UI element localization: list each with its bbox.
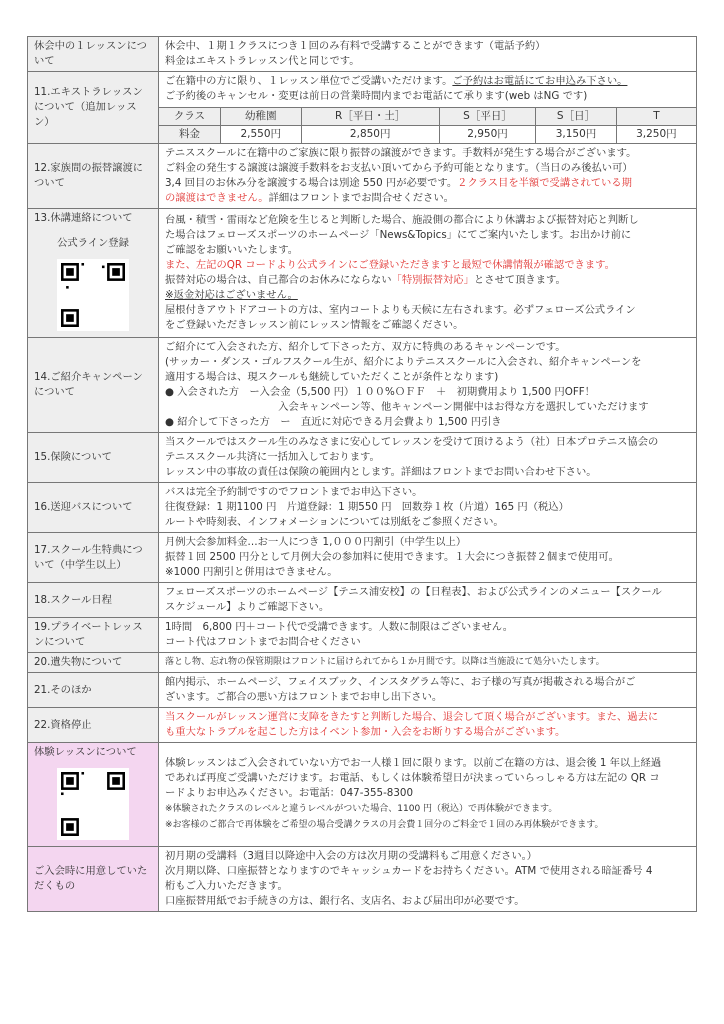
info-table xyxy=(27,36,697,912)
table-row xyxy=(28,533,697,583)
text: ※返金対応はございません。 xyxy=(165,289,298,301)
table-row xyxy=(28,583,697,618)
content-line xyxy=(165,400,690,415)
table-row xyxy=(28,673,697,708)
row-label-text: 22.資格停止 xyxy=(34,718,92,731)
qr-code-icon xyxy=(57,259,129,331)
text: 適用する場合は、現スクールも継続していただくことが条件となります) xyxy=(165,371,499,383)
pricing-cell: 幼稚園 xyxy=(220,108,301,126)
content-line xyxy=(165,89,690,104)
row-label xyxy=(28,483,159,533)
row-label xyxy=(28,653,159,673)
text: であれば再度ご受講いただけます。お電話、もしくは体験希望日が決まっていらっしゃる方は左記の QR コ xyxy=(165,772,660,784)
content-line xyxy=(165,565,690,580)
content-line xyxy=(165,849,690,864)
pricing-table xyxy=(159,107,696,143)
text: 体験レッスンはご入会されていない方でお一人様１回に限ります。以前ご在籍の方は、退会後 1 年以上経過 xyxy=(165,757,662,769)
notice-text: も重大なトラブルを起こした方はイベント参加・入会をお断りする場合がございます。 xyxy=(165,726,566,738)
table-row xyxy=(28,144,697,209)
text: 屋根付きアウトドアコートの方は、室内コートよりも天候に左右されます。必ずフェローズ公式ライン xyxy=(165,304,636,316)
text: ※1000 円割引と併用はできません。 xyxy=(165,566,338,578)
content-line xyxy=(165,500,690,515)
content-line xyxy=(165,864,690,879)
content-line xyxy=(165,879,690,894)
notice-text: ２クラス目を半額で受講されている期 xyxy=(457,177,632,189)
notice-text: の譲渡はできません。 xyxy=(165,192,269,204)
text: 3,4 回目のお休み分を譲渡する場合は別途 550 円が必要です。 xyxy=(165,177,458,189)
content-line xyxy=(165,710,690,725)
text: 桁もご入力いただきます。 xyxy=(165,880,288,892)
row-label xyxy=(28,743,159,847)
content-line xyxy=(165,74,690,89)
pricing-cell: 3,250円 xyxy=(616,126,696,144)
pricing-header-row xyxy=(159,108,696,126)
row-label-text: 休会中の１レッスンについて xyxy=(34,40,147,67)
row-content xyxy=(159,653,697,673)
row-label-text: 19.プライベートレッスンについて xyxy=(34,621,143,648)
content-line xyxy=(165,303,690,318)
row-label xyxy=(28,338,159,433)
content-line xyxy=(165,288,690,303)
table-row xyxy=(28,338,697,433)
content-line xyxy=(165,385,690,400)
content-line xyxy=(165,894,690,909)
row-label-text: 21.そのほか xyxy=(34,683,92,696)
text: 次月期以降、口座振替となりますのでキャッシュカードをお持ちください。ATM で使用される暗証番号 4 xyxy=(165,865,653,877)
row-content xyxy=(159,708,697,743)
content-line xyxy=(165,258,690,273)
content-line xyxy=(165,213,690,228)
content-line xyxy=(165,675,690,690)
row-label-text: 18.スクール日程 xyxy=(34,593,112,606)
text: ご在籍中の方に限り、１レッスン単位でご受講いただけます。 xyxy=(165,75,453,87)
content-line xyxy=(165,318,690,333)
text: た場合はフェローズスポーツのホームページ「News&Topics」にてご案内いたします。お出かけ前に xyxy=(165,229,632,241)
row-label-text: 12.家族間の振替譲渡について xyxy=(34,162,144,189)
text: 館内掲示、ホームページ、フェイスブック、インスタグラム等に、お子様の写真が掲載される場合がご xyxy=(165,676,636,688)
content-line xyxy=(165,786,690,801)
text: ードよりお申込みください。お電話：047-355-8300 xyxy=(165,787,413,799)
content-line xyxy=(165,515,690,530)
text: ※体験されたクラスのレベルと違うレベルがついた場合、1100 円（税込）で再体験ができます。 xyxy=(165,804,558,814)
content-line xyxy=(165,485,690,500)
content-line xyxy=(165,228,690,243)
text: ルートや時刻表、インフォメーションについては別紙をご参照ください。 xyxy=(165,516,504,528)
row-content xyxy=(159,618,697,653)
row-content xyxy=(159,209,697,338)
text: ● 入会された方 ー入会金（5,500 円）１００%ＯＦＦ ＋ 初期費用より 1,500 円OFF！ xyxy=(165,386,595,398)
row-content xyxy=(159,483,697,533)
text: ご料金の発生する譲渡は譲渡手数料をお支払い頂いてから予約可能となります。（当日のみ後払い可） xyxy=(165,162,633,174)
text: 往復登録：1 期1100 円 片道登録：1 期550 円 回数券１枚（片道）165 円（税込） xyxy=(165,501,569,513)
content-line xyxy=(165,771,690,786)
line-registration-label: 公式ライン登録 xyxy=(57,237,129,249)
row-content xyxy=(159,533,697,583)
content-line xyxy=(165,273,690,288)
text: コート代はフロントまでお問合せください xyxy=(165,636,361,648)
text: テニススクールに在籍中のご家族に限り振替の譲渡ができます。手数料が発生する場合がございます。 xyxy=(165,147,637,159)
content-line xyxy=(165,161,690,176)
table-row xyxy=(28,72,697,144)
content-line xyxy=(165,585,690,600)
text: ざいます。ご都合の悪い方はフロントまでお申し出下さい。 xyxy=(165,691,443,703)
content-line xyxy=(165,340,690,355)
row-label-text: 14.ご紹介キャンペーンについて xyxy=(34,371,143,398)
content-line xyxy=(165,600,690,615)
content-line xyxy=(165,243,690,258)
row-label-text: 13.休講連絡について xyxy=(34,212,133,224)
row-content xyxy=(159,673,697,708)
pricing-cell: T xyxy=(616,108,696,126)
row-label-text: 体験レッスンについて xyxy=(34,746,137,758)
text: 落とし物、忘れ物の保管期限はフロントに届けられてから１か月間です。以降は当施設にて処分いたします。 xyxy=(165,657,605,667)
pricing-cell: クラス xyxy=(159,108,220,126)
content-line xyxy=(165,817,690,833)
row-label xyxy=(28,144,159,209)
content-line xyxy=(165,620,690,635)
content-line xyxy=(165,146,690,161)
text: ご紹介にて入会された方、紹介して下さった方、双方に特典のあるキャンペーンです。 xyxy=(165,341,566,353)
row-content xyxy=(159,583,697,618)
text: とさせて頂きます。 xyxy=(473,274,566,286)
text: テニススクール共済に一括加入しております。 xyxy=(165,451,380,463)
content-line xyxy=(165,550,690,565)
row-label-text: ご入会時に用意していただくもの xyxy=(34,865,148,892)
text: 料金はエキストラレッスン代と同じです。 xyxy=(165,55,360,67)
text: をご登録いただきレッスン前にレッスン情報をご確認ください。 xyxy=(165,319,464,331)
text: 振替１回 2500 円分として月例大会の参加料に使用できます。１大会につき振替２個まで使用可。 xyxy=(165,551,619,563)
content-line xyxy=(165,355,690,370)
content-line xyxy=(165,39,690,54)
table-row xyxy=(28,708,697,743)
text: 詳細はフロントまでお問合せください。 xyxy=(268,192,454,204)
row-content xyxy=(159,433,697,483)
text: フェローズスポーツのホームページ【テニス浦安校】の【日程表】、および公式ラインのメニュー【スクール xyxy=(165,586,662,598)
text: 台風・積雪・雷雨など危険を生じると判断した場合、施設側の都合により休講および振替対応と判断し xyxy=(165,214,639,226)
row-label xyxy=(28,533,159,583)
text: ご予約後のキャンセル・変更は前日の営業時間内までお電話にて承ります(web はNG です) xyxy=(165,90,588,102)
table-row xyxy=(28,37,697,72)
row-label-text: 20.遺失物について xyxy=(34,656,123,668)
row-label-text: 16.送迎バスについて xyxy=(34,501,133,513)
row-content xyxy=(159,144,697,209)
notice-text: 当スクールがレッスン運営に支障をきたすと判断した場合、退会して頂く場合がございます。また、過去に xyxy=(165,711,659,723)
pricing-cell: S［日］ xyxy=(536,108,617,126)
text: 1時間 6,800 円＋コート代で受講できます。人数に制限はございません。 xyxy=(165,621,514,633)
row-label-text: 11.エキストラレッスンについて（追加レッスン） xyxy=(34,86,143,128)
content-line xyxy=(165,756,690,771)
pricing-cell: 2,950円 xyxy=(439,126,535,144)
text: 初月期の受講料（3週目以降途中入会の方は次月期の受講料もご用意ください。） xyxy=(165,850,538,862)
qr-code-icon xyxy=(57,768,129,840)
table-row xyxy=(28,653,697,673)
pricing-cell: 3,150円 xyxy=(536,126,617,144)
row-label-text: 15.保険について xyxy=(34,451,112,463)
text: スケジュール】よりご確認下さい。 xyxy=(165,601,330,613)
text: 振替対応の場合は、自己都合のお休みにならない xyxy=(165,274,392,286)
content-line xyxy=(165,370,690,385)
table-row xyxy=(28,209,697,338)
pricing-cell: 2,850円 xyxy=(301,126,439,144)
content-line xyxy=(165,535,690,550)
table-row xyxy=(28,847,697,912)
text: 当スクールではスクール生のみなさまに安心してレッスンを受けて頂けるよう（社）日本プロテニス協会の xyxy=(165,436,659,448)
row-content xyxy=(159,847,697,912)
row-label xyxy=(28,708,159,743)
text: ご確認をお願いいたします。 xyxy=(165,244,299,256)
row-label-text: 17.スクール生特典について（中学生以上） xyxy=(34,543,143,571)
pricing-cell: S［平日］ xyxy=(439,108,535,126)
content-line xyxy=(165,435,690,450)
table-row xyxy=(28,743,697,847)
content-line xyxy=(165,450,690,465)
content-line xyxy=(165,176,690,191)
row-label xyxy=(28,583,159,618)
row-label xyxy=(28,37,159,72)
text: 口座振替用紙でお手続きの方は、銀行名、支店名、および届出印が必要です。 xyxy=(165,895,525,907)
content-line xyxy=(165,635,690,650)
content-line xyxy=(165,655,690,670)
text: 休会中、１期１クラスにつき１回のみ有料で受講することができます（電話予約） xyxy=(165,40,546,52)
content-line xyxy=(165,725,690,740)
text: レッスン中の事故の責任は保険の範囲内とします。詳細はフロントまでお問い合わせ下さい。 xyxy=(165,466,597,478)
text: ● 紹介して下さった方 ー 直近に対応できる月会費より 1,500 円引き xyxy=(165,416,502,428)
row-label xyxy=(28,209,159,338)
table-row xyxy=(28,618,697,653)
text: (サッカー・ダンス・ゴルフスクール生が、紹介によりテニススクールに入会され、紹介キャンペーンを xyxy=(165,356,642,368)
content-line xyxy=(165,465,690,480)
pricing-cell: 料金 xyxy=(159,126,220,144)
pricing-cell: 2,550円 xyxy=(220,126,301,144)
row-content xyxy=(159,72,697,144)
notice-text: また、左記のQR コードより公式ラインにご登録いただきますと最短で休講情報が確認できます。 xyxy=(165,259,615,271)
row-content xyxy=(159,37,697,72)
text: ※お客様のご都合で再体験をご希望の場合受講クラスの月会費１回分のご料金で１回のみ再体験ができます。 xyxy=(165,820,604,830)
row-content xyxy=(159,743,697,847)
content-line xyxy=(165,191,690,206)
notice-text: 「特別振替対応」 xyxy=(391,274,474,286)
table-row xyxy=(28,483,697,533)
text: ご予約はお電話にてお申込み下さい。 xyxy=(452,75,628,87)
pricing-values-row xyxy=(159,126,696,144)
row-label xyxy=(28,433,159,483)
content-line xyxy=(165,690,690,705)
row-label xyxy=(28,618,159,653)
content-line xyxy=(165,415,690,430)
content-line xyxy=(165,54,690,69)
row-label xyxy=(28,847,159,912)
row-label xyxy=(28,673,159,708)
table-row xyxy=(28,433,697,483)
content-line xyxy=(165,801,690,817)
row-content xyxy=(159,338,697,433)
row-label xyxy=(28,72,159,144)
text: 月例大会参加料金…お一人につき 1,０００円割引（中学生以上） xyxy=(165,536,467,548)
pricing-cell: R［平日・土］ xyxy=(301,108,439,126)
text: 入会キャンペーン等、他キャンペーン開催中はお得な方を選択していただけます xyxy=(165,401,649,413)
text: バスは完全予約制ですのでフロントまでお申込下さい。 xyxy=(165,486,423,498)
